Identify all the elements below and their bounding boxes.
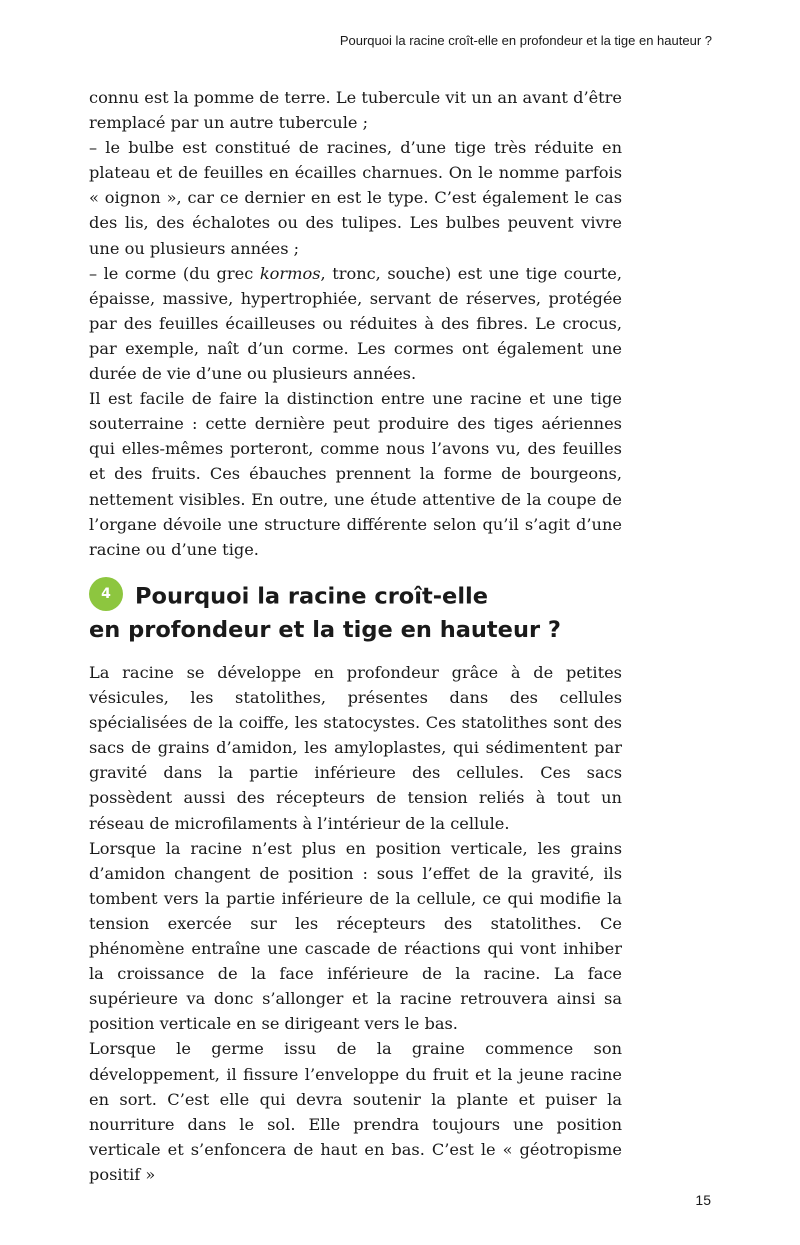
body-text-bottom <box>89 660 622 1187</box>
italic-term: kormos <box>259 263 321 283</box>
paragraph: Il est facile de faire la distinction entre une racine et une tige souterraine : cette dernière peut produire des tiges aériennes qui elles-mêmes porteront, comme nous l’avons vu, des feuilles et des fruits. Ces ébauches prennent la forme de bourgeons, nettement visibles. En outre, une étude attentive de la coupe de l’organe dévoile une structure différente selon qu’il s’agit d’une racine ou d’une tige. <box>89 389 622 559</box>
section-number-badge: 4 <box>89 577 123 611</box>
paragraph: connu est la pomme de terre. Le tubercule vit un an avant d’être remplacé par un autre tubercule ; <box>89 88 622 133</box>
text-run: – le corme (du grec <box>89 263 260 283</box>
body-text-top <box>89 85 622 562</box>
heading-text-1: Pourquoi la racine croît-elle <box>135 583 489 610</box>
paragraph: Lorsque la racine n’est plus en position verticale, les grains d’amidon changent de position : sous l’effet de la gravité, ils tombent vers la partie inférieure de la cellule, ce qui modifie la tension exercée sur les récepteurs des statolithes. Ce phénomène entraîne une cascade de réactions qui vont inhiber la croissance de la face inférieure de la racine. La face supérieure va donc s’allonger et la racine retrouvera ainsi sa position verticale en se dirigeant vers le bas. <box>89 838 622 1034</box>
running-header: Pourquoi la racine croît-elle en profondeur et la tige en hauteur ? <box>339 33 712 48</box>
list-item-corme <box>89 261 622 386</box>
section-heading <box>89 580 649 647</box>
list-item-bulbe: – le bulbe est constitué de racines, d’une tige très réduite en plateau et de feuilles en écailles charnues. On le nomme parfois « oignon », car ce dernier en est le type. C’est également le cas des lis, des échalotes ou des tulipes. Les bulbes peuvent vivre une ou plusieurs années ; <box>89 138 622 258</box>
paragraph: La racine se développe en profondeur grâce à de petites vésicules, les statolithes, présentes dans des cellules spécialisées de la coiffe, les statocystes. Ces statolithes sont des sacs de grains d’amidon, les amyloplastes, qui sédimentent par gravité dans la partie inférieure des cellules. Ces sacs possèdent aussi des récepteurs de tension reliés à tout un réseau de microfilaments à l’intérieur de la cellule. <box>89 663 622 833</box>
heading-line-1 <box>89 580 649 614</box>
paragraph: Lorsque le germe issu de la graine commence son développement, il fissure l’enveloppe du fruit et la jeune racine en sort. C’est elle qui devra soutenir la plante et puiser la nourriture dans le sol. Elle prendra toujours une position verticale et s’enfoncera de haut en bas. C’est le « géotropisme positif » <box>89 1039 622 1184</box>
page-number: 15 <box>695 1192 711 1208</box>
text-run: , tronc, souche) est une tige courte, épaisse, massive, hypertrophiée, servant de réserves, protégée par des feuilles écailleuses ou réduites à des fibres. Le crocus, par exemple, naît d’un corme. Les cormes ont également une durée de vie d’une ou plusieurs années. <box>89 263 622 384</box>
heading-text-2: en profondeur et la tige en hauteur ? <box>89 617 561 643</box>
